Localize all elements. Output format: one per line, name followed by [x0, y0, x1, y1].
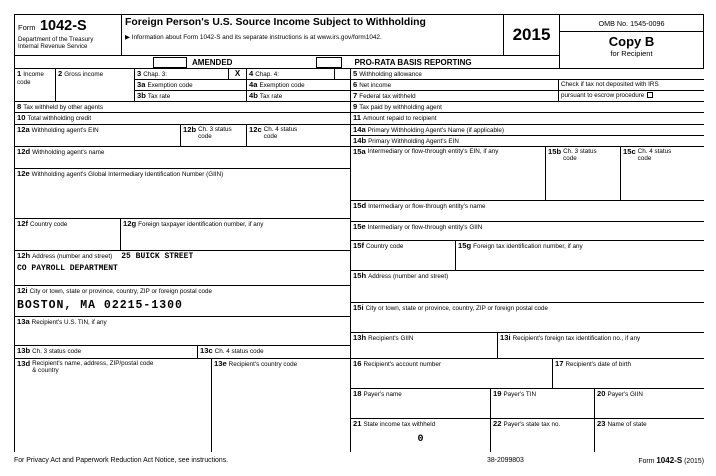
box-number: 15b [548, 147, 562, 156]
box-15e-intermediary-giin [350, 221, 704, 240]
box-15c-ch4-status-code [620, 146, 704, 200]
box-number: 12a [17, 125, 30, 134]
box-label: Recipient's name, address, ZIP/postal code & country [32, 360, 154, 375]
box-label: Tax rate [259, 93, 283, 100]
box-number: 7 [353, 91, 358, 100]
omb-number: OMB No. 1545-0096 [560, 15, 703, 32]
box-13i-recipient-foreign-tin [497, 332, 704, 358]
box-number: 13b [17, 346, 31, 355]
box-label: Chap. 4: [255, 71, 280, 78]
box-number: 5 [353, 69, 358, 78]
box-label: Income code [17, 71, 44, 86]
box-label: Country code [29, 221, 68, 228]
box-number: 12c [249, 125, 262, 134]
box-number: 6 [353, 80, 358, 89]
box-5-withholding-allowance [350, 68, 704, 79]
box-number: 3b [137, 91, 146, 100]
agent-address-line2: CO PAYROLL DEPARTMENT [17, 264, 118, 274]
box-6-net-income [350, 79, 558, 90]
box-label: Ch. 3 status code [563, 148, 597, 163]
box-15d-intermediary-name [350, 200, 704, 221]
box-number: 3 [137, 69, 142, 78]
box-3-chap3 [134, 68, 246, 79]
box-label: Payer's GIIN [607, 391, 643, 398]
box-17-recipient-date-of-birth [552, 358, 704, 388]
copy-label: Copy B [608, 34, 655, 49]
dept-line1: Department of the Treasury [18, 36, 94, 43]
escrow-note-text1: Check if tax not deposited with IRS [561, 81, 659, 88]
escrow-note-line1 [558, 79, 704, 90]
box-number: 12d [17, 147, 31, 156]
box-number: 9 [353, 102, 358, 111]
form-number: 1042-S [39, 18, 87, 34]
box-13a-recipient-tin [14, 316, 350, 345]
box-label: Address (number and street) [368, 273, 449, 280]
chap4-checkbox [334, 69, 350, 79]
box-19-payer-tin [490, 388, 594, 418]
box-number: 8 [17, 102, 22, 111]
box-label: Foreign taxpayer identification number, if any [138, 221, 264, 228]
box-12b-ch3-status-code [180, 124, 246, 146]
box-15g-foreign-tin [455, 240, 704, 270]
box-label: Ch. 3 status code [32, 348, 82, 355]
box-number: 1 [17, 69, 22, 78]
box-number: 4 [249, 69, 254, 78]
box-label: Exemption code [259, 82, 305, 89]
box-label: Total withholding credit [27, 115, 92, 122]
box-label: Ch. 4 status code [637, 148, 672, 163]
box-number: 15f [353, 241, 364, 250]
box-number: 12b [183, 125, 197, 134]
box-label: Recipient's foreign tax identification no., if any [512, 335, 641, 342]
box-21-state-income-tax-withheld [350, 418, 490, 452]
box-label: Ch. 3 status code [198, 126, 232, 141]
box-label: City or town, state or province, country, ZIP or foreign postal code [29, 288, 213, 295]
box-label: Intermediary or flow-through entity's GIIN [367, 224, 483, 231]
box-label: Country code [365, 243, 404, 250]
box-12a-withholding-agent-ein [14, 124, 180, 146]
box-1-income-code [14, 68, 55, 101]
box-number: 15e [353, 222, 366, 231]
amended-label: AMENDED [192, 57, 233, 67]
page-title: Foreign Person's U.S. Source Income Subject to Withholding [125, 17, 426, 28]
box-12i-city [14, 285, 350, 316]
box-number: 13c [200, 346, 213, 355]
box-number: 12f [17, 219, 28, 228]
box-label: State income tax withheld [363, 421, 436, 428]
box-label: Chap. 3: [143, 71, 168, 78]
box-number: 10 [17, 113, 26, 122]
box-label: Intermediary or flow-through entity's name [368, 203, 486, 210]
box-number: 17 [555, 359, 564, 368]
box-7-federal-tax-withheld [350, 90, 558, 101]
box-label: Recipient's U.S. TIN, if any [31, 319, 107, 326]
copy-for-label: for Recipient [610, 49, 653, 58]
box-8-tax-withheld-other-agents [14, 101, 350, 112]
box-label: Payer's name [363, 391, 402, 398]
box-4b-tax-rate [246, 90, 350, 101]
box-label: Withholding agent's name [32, 149, 105, 156]
box-label: Withholding allowance [359, 71, 422, 78]
amended-checkbox [153, 57, 187, 68]
box-number: 14a [353, 125, 366, 134]
box-label: Name of state [607, 421, 647, 428]
box-label: Tax rate [147, 93, 171, 100]
form-header [14, 14, 704, 68]
box-label: Recipient's country code [228, 361, 298, 368]
form-id-block [15, 15, 121, 56]
box-13h-recipient-giin [350, 332, 497, 358]
footer-form-number: 1042-S [656, 456, 683, 465]
box-23-name-of-state [594, 418, 704, 452]
chap3-checkbox: X [228, 69, 246, 79]
box-3b-tax-rate [134, 90, 246, 101]
box-number: 12i [17, 286, 28, 295]
box-13d-recipient-name-address [14, 358, 211, 452]
box-15i-city [350, 302, 704, 332]
box-number: 12g [123, 219, 137, 228]
box-number: 15a [353, 147, 366, 156]
box-number: 18 [353, 389, 362, 398]
box-12g-foreign-tin [120, 218, 350, 250]
box-label: Tax withheld by other agents [23, 104, 104, 111]
form-footer [14, 455, 704, 471]
box-13c-ch4-status-code [197, 345, 350, 358]
box-number: 13a [17, 317, 30, 326]
box-label: Gross income [64, 71, 104, 78]
box-label: Intermediary or flow-through entity's EIN, if any [367, 148, 499, 155]
box-number: 13e [214, 359, 227, 368]
box-number: 14b [353, 136, 367, 145]
box-number: 4a [249, 80, 258, 89]
footer-form-year: (2015) [684, 458, 704, 465]
box-16-recipient-account-number [350, 358, 552, 388]
state-tax-withheld-value: 0 [417, 433, 424, 445]
box-4-chap4 [246, 68, 350, 79]
amended-row [15, 56, 559, 68]
box-number: 12h [17, 251, 31, 260]
box-number: 23 [597, 419, 606, 428]
footer-form-id [638, 456, 704, 465]
box-number: 20 [597, 389, 606, 398]
box-number: 19 [493, 389, 502, 398]
box-20-payer-giin [594, 388, 704, 418]
box-number: 15c [623, 147, 636, 156]
box-number: 15i [353, 303, 364, 312]
box-label: Amount repaid to recipient [363, 115, 437, 122]
title-block [121, 15, 503, 56]
box-number: 3a [137, 80, 146, 89]
box-10-total-withholding-credit [14, 112, 350, 124]
pro-rata-checkbox [316, 57, 342, 68]
box-15a-intermediary-ein [350, 146, 545, 200]
box-label: Withholding agent's EIN [31, 127, 99, 134]
box-label: Primary Withholding Agent's Name (if applicable) [367, 127, 504, 134]
box-label: Ch. 4 status code [214, 348, 264, 355]
box-label: Primary Withholding Agent's EIN [368, 138, 459, 145]
serial-number: 38-2099803 [487, 457, 524, 464]
box-12c-ch4-status-code [246, 124, 350, 146]
box-number: 2 [58, 69, 63, 78]
box-15b-ch3-status-code [545, 146, 620, 200]
box-15h-address [350, 270, 704, 302]
footer-form-word: Form [638, 458, 655, 465]
box-2-gross-income [55, 68, 134, 101]
box-label: Tax paid by withholding agent [359, 104, 442, 111]
escrow-note-text2: pursuant to escrow procedure [561, 92, 645, 99]
info-line: ▶ Information about Form 1042-S and its separate instructions is at www.irs.gov/form1042. [125, 34, 382, 41]
box-number: 15d [353, 201, 367, 210]
box-label: Exemption code [147, 82, 193, 89]
box-label: Recipient's GIIN [368, 335, 414, 342]
box-13e-recipient-country-code [211, 358, 350, 452]
box-number: 12e [17, 169, 30, 178]
box-label: Withholding agent's Global Intermediary Identification Number (GIIN) [31, 171, 224, 178]
box-15f-country-code [350, 240, 455, 270]
box-14a-primary-agent-name [350, 124, 704, 135]
box-label: Net income [359, 82, 392, 89]
form-word: Form [18, 23, 36, 32]
box-22-payer-state-tax-no [490, 418, 594, 452]
pro-rata-label: PRO-RATA BASIS REPORTING [354, 57, 472, 67]
form-id-line [18, 17, 118, 35]
box-label: Payer's state tax no. [503, 421, 561, 428]
agent-address-line1: 25 BUICK STREET [121, 252, 194, 261]
box-14b-primary-agent-ein [350, 135, 704, 146]
box-12d-withholding-agent-name [14, 146, 350, 168]
box-number: 13h [353, 333, 367, 342]
box-number: 16 [353, 359, 362, 368]
box-label: Ch. 4 status code [263, 126, 298, 141]
box-label: Address (number and street) [32, 253, 113, 260]
escrow-note-line2 [558, 90, 704, 101]
form-grid [14, 68, 704, 452]
box-12f-country-code [14, 218, 120, 250]
escrow-checkbox [647, 92, 653, 98]
box-number: 15h [353, 271, 367, 280]
tax-year: 2015 [503, 15, 559, 56]
box-11-amount-repaid [350, 112, 704, 124]
box-number: 4b [249, 91, 258, 100]
box-4a-exemption-code [246, 79, 350, 90]
box-label: Payer's TIN [503, 391, 537, 398]
dept-line2: Internal Revenue Service [18, 43, 88, 50]
box-number: 21 [353, 419, 362, 428]
agent-city-value: BOSTON, MA 02215-1300 [17, 298, 183, 312]
box-number: 15g [458, 241, 472, 250]
box-label: Recipient's account number [363, 361, 441, 368]
privacy-notice: For Privacy Act and Paperwork Reduction Act Notice, see instructions. [14, 457, 229, 464]
box-9-tax-paid-by-agent [350, 101, 704, 112]
box-12e-withholding-agent-giin [14, 168, 350, 218]
box-13b-ch3-status-code [14, 345, 197, 358]
box-12h-address [14, 250, 350, 285]
box-number: 22 [493, 419, 502, 428]
box-number: 13d [17, 359, 31, 368]
box-number: 11 [353, 113, 362, 122]
box-label: Recipient's date of birth [565, 361, 632, 368]
box-3a-exemption-code [134, 79, 246, 90]
box-label: Federal tax withheld [359, 93, 416, 100]
box-18-payer-name [350, 388, 490, 418]
omb-block [559, 15, 703, 68]
box-label: City or town, state or province, country, ZIP or foreign postal code [365, 305, 549, 312]
box-number: 13i [500, 333, 511, 342]
box-label: Foreign tax identification number, if any [473, 243, 583, 250]
